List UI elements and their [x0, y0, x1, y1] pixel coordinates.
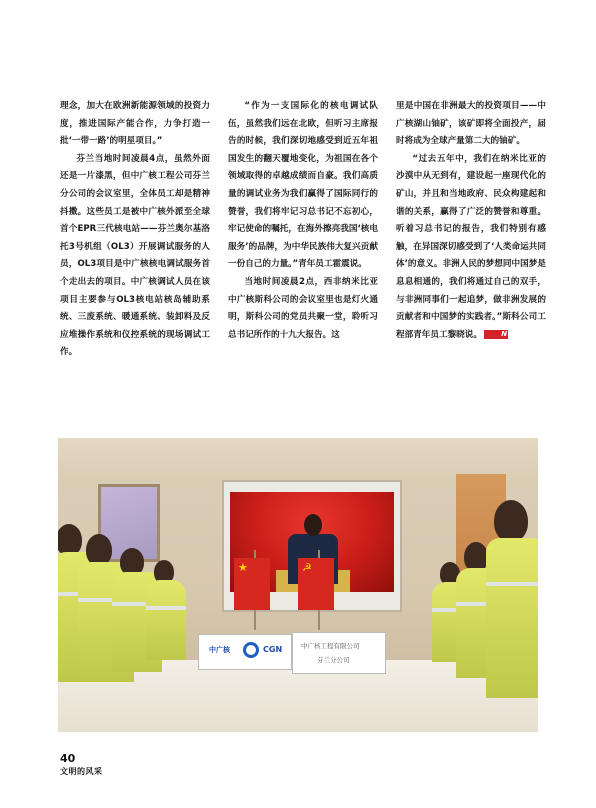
text-column-2 [228, 98, 378, 344]
nameplate-company-line2: 芬兰分公司 [317, 656, 350, 664]
text-column-3 [396, 98, 546, 344]
meeting-photo [58, 438, 538, 732]
cgn-logo-icon [243, 642, 259, 658]
nameplate-company-line1: 中广核工程有限公司 [301, 642, 360, 650]
paragraph: 里是中国在非洲最大的投资项目——中广核湖山铀矿，该矿即将全面投产，届时将成为全球产量第二大的铀矿。 [396, 101, 546, 147]
nameplate-company [292, 632, 386, 674]
party-flag-icon: ☭ [298, 558, 334, 610]
nameplate-cgn-chinese: 中广核 [209, 646, 230, 654]
paragraph-text: “过去五年中，我们在纳米比亚的沙漠中从无到有，建设起一座现代化的矿山，并且和当地政府、民众构建起和谐的关系，赢得了广泛的赞誉和尊重。听着习总书记的报告，我们特别有感触，在异国深切感受到了‘人类命运共同体’的意义。非洲人民的梦想同中国梦是息息相通的，我们将通过自己的双手，与非洲同事们一起追梦，做非洲发展的贡献者和中国梦的实践者。”斯科公司工程部青年员工黎晓说。 [396, 153, 546, 340]
nameplate-cgn [198, 634, 292, 670]
article-end-mark: N [484, 330, 508, 339]
text-column-1 [60, 98, 210, 362]
paragraph [396, 151, 546, 345]
paragraph: 芬兰当地时间凌晨4点，虽然外面还是一片漆黑，但中广核工程公司芬兰分公司的会议室里，全体员工却是精神抖擞。这些员工是被中广核外派至全球首个EPR三代核电站——芬兰奥尔基洛托3号机组（OL3）开展调试服务的人员，OL3项目是中广核核电调试服务首个走出去的项目。中广核调试人员在该项目主要参与OL3核电站核岛辅助系统、三废系统、暖通系统、装卸料及反应堆操作系统和仪控系统的现场调试工作。 [60, 153, 210, 358]
page-number: 40 [60, 752, 76, 765]
paragraph: “作为一支国际化的核电调试队伍，虽然我们远在北欧，但听习主席报告的时候，我们深切地感受到近五年祖国发生的翻天覆地变化，为祖国在各个领域取得的卓越成绩而自豪。我们高质量的调试业务为我们赢得了国际同行的赞誉，我们将牢记习总书记不忘初心，牢记使命的嘱托，在海外擦亮我国‘核电服务’的品牌，为中华民族伟大复兴贡献一份自己的力量。”青年员工霍震说。 [228, 101, 378, 270]
china-flag-icon: ★ [234, 558, 270, 610]
paragraph: 当地时间凌晨2点，西非纳米比亚中广核斯科公司的会议室里也是灯火通明，斯科公司的党员共聚一堂，聆听习总书记所作的十九大报告。这 [228, 276, 378, 340]
speaker-head [304, 514, 322, 536]
magazine-name: 文明的风采 [60, 767, 103, 776]
paragraph: 理念，加大在欧洲新能源领域的投资力度，推进国际产能合作，力争打造一批‘一带一路’的明星项目。” [60, 101, 210, 147]
nameplate-cgn-brand: CGN [263, 645, 283, 654]
